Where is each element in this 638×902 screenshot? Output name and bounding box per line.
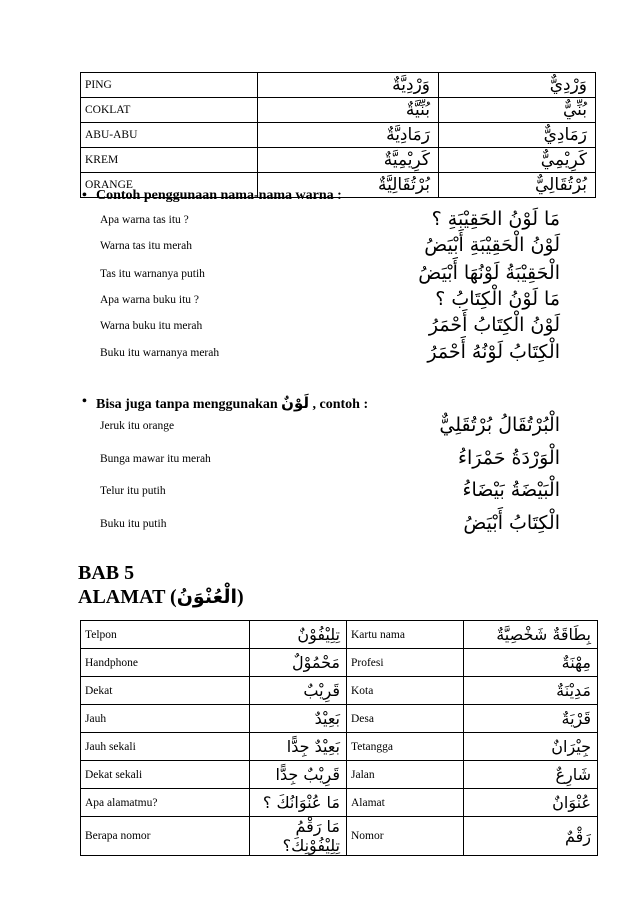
example-latin: Jeruk itu orange — [100, 420, 175, 432]
example-latin: Warna buku itu merah — [100, 320, 203, 332]
example-latin: Telur itu putih — [100, 485, 166, 497]
vocab-arabic: تِلِيْفُوْنٌ — [250, 621, 347, 649]
vocab-row — [81, 817, 598, 856]
vocab-arabic: مَا رَقْمُ تِلِيْفُوْنِكَ؟ — [250, 817, 347, 856]
vocab-arabic: رَقْمٌ — [464, 817, 598, 856]
color-name-masculine: وَرْدِيٌّ — [439, 73, 596, 98]
vocab-arabic: مَدِيْنَةٌ — [464, 677, 598, 705]
vocab-arabic: بَعِيْدٌ جِدًّا — [250, 733, 347, 761]
color-row — [81, 98, 596, 123]
color-table — [80, 72, 596, 198]
color-name-masculine: بُرْتُقَالِيٌّ — [439, 173, 596, 198]
section2-heading-arabic: لَوْنٌ — [281, 394, 310, 412]
color-name-feminine: بُرْتُقَالِيَّةٌ — [258, 173, 439, 198]
vocab-table-body — [81, 621, 598, 856]
vocab-indonesian: Tetangga — [347, 733, 464, 761]
color-row — [81, 148, 596, 173]
color-name-indonesian: PING — [81, 73, 258, 98]
vocab-arabic: مَا عُنْوَانُكَ ؟ — [250, 789, 347, 817]
chapter-title — [78, 586, 244, 609]
example-arabic: الْوَرْدَةُ حَمْرَاءُ — [458, 447, 560, 469]
vocab-arabic: قَرْيَةٌ — [464, 705, 598, 733]
vocab-indonesian: Jauh sekali — [81, 733, 250, 761]
example-arabic: لَوْنُ الْحَقِيْبَةِ أَبْيَضُ — [424, 234, 560, 256]
section1-heading — [82, 188, 342, 204]
color-name-masculine: بُنِّيٌّ — [439, 98, 596, 123]
example-latin: Buku itu warnanya merah — [100, 347, 220, 359]
section2-heading — [82, 394, 369, 413]
vocab-row — [81, 621, 598, 649]
color-table-body — [81, 73, 596, 198]
vocab-indonesian: Jauh — [81, 705, 250, 733]
vocab-arabic: بِطَاقَةٌ شَخْصِيَّةٌ — [464, 621, 598, 649]
vocab-indonesian: Handphone — [81, 649, 250, 677]
color-name-indonesian: ABU-ABU — [81, 123, 258, 148]
vocab-arabic: جِيْرَانٌ — [464, 733, 598, 761]
vocab-arabic: قَرِيْبٌ — [250, 677, 347, 705]
vocab-indonesian: Nomor — [347, 817, 464, 856]
vocab-arabic: شَارِعٌ — [464, 761, 598, 789]
example-arabic: مَا لَوْنُ الْكِتَابُ ؟ — [435, 288, 560, 310]
example-arabic: الْبَيْضَةُ بَيْضَاءُ — [462, 479, 560, 501]
color-name-indonesian: KREM — [81, 148, 258, 173]
vocab-row — [81, 677, 598, 705]
example-arabic: الْكِتَابُ أَبْيَضُ — [463, 512, 560, 534]
vocab-indonesian: Kartu nama — [347, 621, 464, 649]
chapter-title-post: ) — [236, 586, 244, 608]
section1-heading-text: Contoh penggunaan nama-nama warna : — [96, 188, 342, 203]
vocab-row — [81, 705, 598, 733]
vocab-indonesian: Profesi — [347, 649, 464, 677]
vocab-indonesian: Alamat — [347, 789, 464, 817]
vocab-indonesian: Berapa nomor — [81, 817, 250, 856]
vocab-row — [81, 733, 598, 761]
example-latin: Warna tas itu merah — [100, 240, 192, 252]
example-latin: Tas itu warnanya putih — [100, 268, 205, 280]
vocab-table — [80, 620, 598, 856]
color-row — [81, 123, 596, 148]
example-latin: Apa warna buku itu ? — [100, 294, 199, 306]
color-name-indonesian: ORANGE — [81, 173, 258, 198]
chapter-number: BAB 5 — [78, 562, 135, 584]
example-arabic: مَا لَوْنُ الحَقِيْبَةِ ؟ — [431, 208, 560, 230]
vocab-arabic: مَحْمُوْلٌ — [250, 649, 347, 677]
color-name-feminine: وَرْدِيَّةٌ — [258, 73, 439, 98]
chapter-title-arabic: الْعُنْوَنُ — [176, 586, 237, 608]
vocab-indonesian: Kota — [347, 677, 464, 705]
vocab-row — [81, 761, 598, 789]
vocab-row — [81, 789, 598, 817]
vocab-indonesian: Apa alamatmu? — [81, 789, 250, 817]
color-name-feminine: كَرِيْمِيَّةٌ — [258, 148, 439, 173]
vocab-row — [81, 649, 598, 677]
vocab-arabic: بَعِيْدٌ — [250, 705, 347, 733]
example-arabic: الْحَقِيْبَةُ لَوْنُهَا أَبْيَضُ — [418, 262, 560, 284]
vocab-indonesian: Dekat — [81, 677, 250, 705]
bullet-icon: • — [82, 394, 87, 409]
section2-heading-post: , contoh : — [312, 397, 369, 412]
vocab-arabic: عُنْوَانٌ — [464, 789, 598, 817]
section2-heading-pre: Bisa juga tanpa menggunakan — [96, 397, 278, 412]
bullet-icon: • — [82, 188, 87, 203]
vocab-indonesian: Jalan — [347, 761, 464, 789]
color-name-feminine: بُنِّيَّةٌ — [258, 98, 439, 123]
vocab-indonesian: Dekat sekali — [81, 761, 250, 789]
vocab-indonesian: Telpon — [81, 621, 250, 649]
example-arabic: لَوْنُ الْكِتَابُ أَحْمَرُ — [428, 314, 560, 336]
example-latin: Bunga mawar itu merah — [100, 453, 211, 465]
example-latin: Buku itu putih — [100, 518, 167, 530]
chapter-title-pre: ALAMAT ( — [78, 586, 177, 608]
color-name-masculine: رَمَادِيٌّ — [439, 123, 596, 148]
vocab-indonesian: Desa — [347, 705, 464, 733]
example-arabic: الْكِتَابُ لَوْنُهُ أَحْمَرُ — [427, 341, 560, 363]
example-latin: Apa warna tas itu ? — [100, 214, 189, 226]
color-name-masculine: كَرِيْمِيٌّ — [439, 148, 596, 173]
color-row — [81, 73, 596, 98]
color-name-indonesian: COKLAT — [81, 98, 258, 123]
example-arabic: الْبُرْتُقَالُ بُرْتُقَلِيٌّ — [439, 414, 560, 436]
vocab-arabic: قَرِيْبٌ جِدًّا — [250, 761, 347, 789]
vocab-arabic: مِهْنَةٌ — [464, 649, 598, 677]
color-name-feminine: رَمَادِيَّةٌ — [258, 123, 439, 148]
